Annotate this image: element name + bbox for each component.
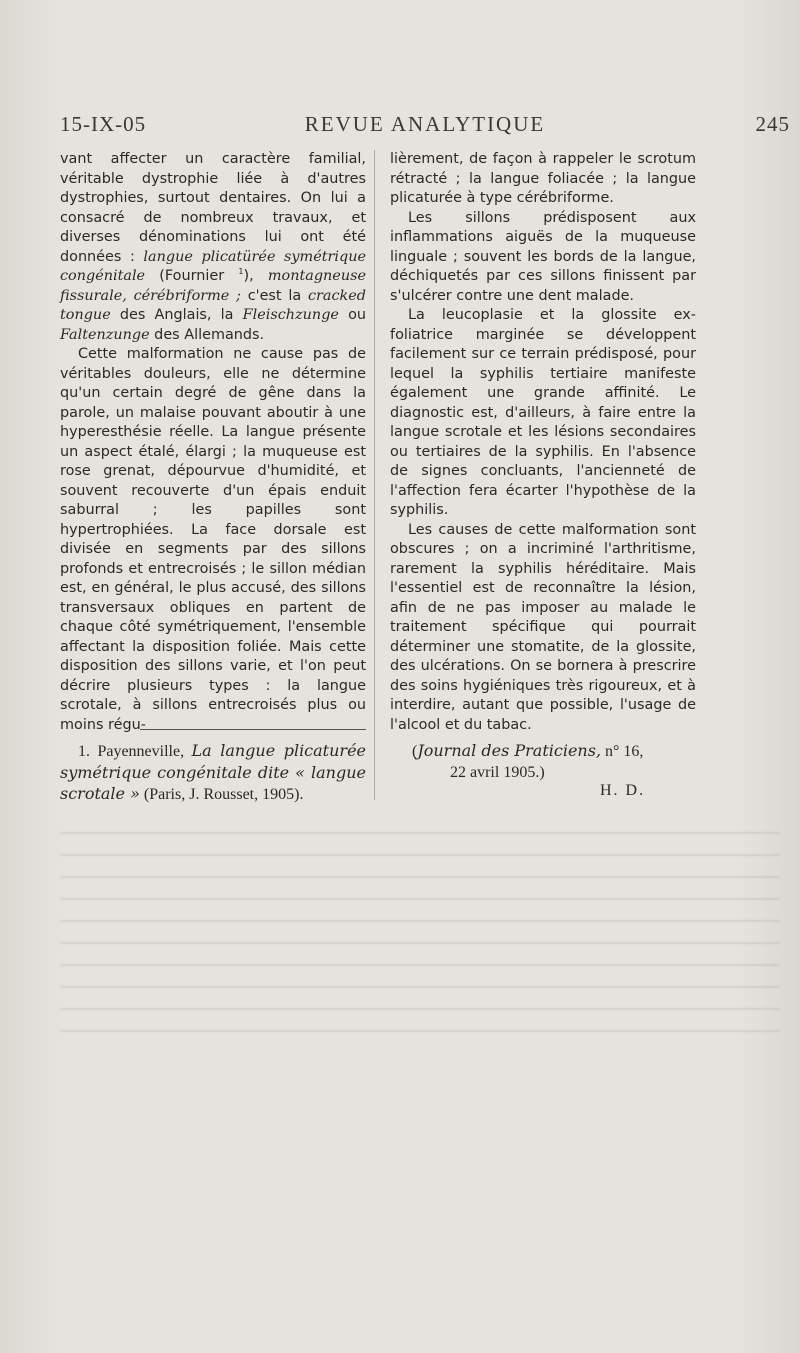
italic-term: Faltenzunge xyxy=(60,326,150,343)
author-signature: H. D. xyxy=(600,782,646,799)
text-run: ou xyxy=(338,307,367,323)
text-run: des Allemands. xyxy=(149,326,265,343)
text-run: (Paris, J. Rousset, 1905). xyxy=(139,786,304,803)
page-number: 245 xyxy=(755,112,790,136)
running-title: REVUE ANALYTIQUE xyxy=(304,112,546,136)
source-citation xyxy=(412,741,702,783)
left-paragraph-1 xyxy=(60,150,366,345)
text-run: des Anglais, la xyxy=(110,307,243,323)
italic-term: montagneuse fissurale, cérébriforme ; xyxy=(60,268,366,304)
italic-term: La langue plicaturée symétrique congénitale dite « langue scrotale » xyxy=(60,741,366,803)
right-column xyxy=(390,150,696,735)
issue-date: 15-IX-05 xyxy=(60,112,147,136)
italic-term: Fleischzunge xyxy=(242,307,339,323)
text-run: c'est la xyxy=(240,287,308,304)
right-paragraph-1: lièrement, de façon à rappeler le scrotum rétracté ; la langue foliacée ; la langue plicaturée à type cérébriforme. xyxy=(390,151,696,206)
journal-name: Journal des Praticiens, xyxy=(417,741,602,760)
text-run: ( xyxy=(412,743,418,760)
column-divider xyxy=(374,150,376,800)
italic-term: cracked tongue xyxy=(60,287,367,323)
italic-term: langue plicatürée symétrique congénitale xyxy=(60,248,366,284)
footnote-marker: 1 xyxy=(238,267,244,277)
left-paragraph-2: Cette malformation ne cause pas de véritables douleurs, elle ne détermine qu'un certain degré de gêne dans la parole, un malaise pouvant aboutir à une hyperesthésie réelle. La langue présente un aspect étalé, élargi ; la muqueuse est rose grenat, dépourvue d'humidité, et souvent recouverte d'un épais enduit saburral ; les papilles sont hypertrophiées. La face dorsale est divisée en segments par des sillons profonds et entrecroisés ; le sillon médian est, en général, le plus accusé, des sillons transversaux obliques en partent de chaque côté symétriquement, l'ensemble affectant la disposition foliée. Mais cette disposition des sillons varie, et l'on peut décrire plusieurs types : la langue scrotale, à sillons entrecroisés plus ou moins régu- xyxy=(60,346,366,733)
text-run: (Fournier xyxy=(145,268,239,284)
right-paragraph-3: La leucoplasie et la glossite ex-foliatrice marginée se développent facilement sur ce terrain prédisposé, pour lequel la syphilis tertiaire manifeste également une grande affinité. Le diagnostic est, d'ailleurs, à faire entre la langue scrotale et les lésions secondaires ou tertiaires de la syphilis. En l'absence de signes concluants, l'ancienneté de l'affection fera écarter l'hypothèse de la syphilis. xyxy=(390,307,696,518)
citation-date: 22 avril 1905.) xyxy=(450,763,545,781)
text-run: 1. Payenneville, xyxy=(78,743,192,760)
text-run: ), xyxy=(243,268,268,284)
right-paragraph-4: Les causes de cette malformation sont obscures ; on a incriminé l'arthritisme, rarement la syphilis héréditaire. Mais l'essentiel est de reconnaître la lésion, afin de ne pas imposer au malade le traitement spécifique qui pourrait déterminer une stomatite, de la glossite, des ulcérations. On se bornera à prescrire des soins hygiéniques très rigoureux, et à interdire, autant que possible, l'usage de l'alcool et du tabac. xyxy=(390,521,696,733)
left-column xyxy=(60,150,366,735)
right-paragraph-2: Les sillons prédisposent aux inflammations aiguës de la muqueuse linguale ; souvent les bords de la langue, déchiquetés par ces sillons finissent par s'ulcérer contre une dent malade. xyxy=(390,209,696,304)
page-header xyxy=(60,112,790,142)
footnote xyxy=(60,741,366,806)
issue-number: n° 16, xyxy=(601,743,644,760)
show-through-texture xyxy=(60,820,780,1040)
footnote-rule xyxy=(140,729,366,730)
text-run: vant affecter un caractère familial, véritable dystrophie liée à d'autres dystrophies, surtout dentaires. On lui a consacré de nombreux travaux, et diverses dénominations lui ont été données : xyxy=(60,151,366,265)
